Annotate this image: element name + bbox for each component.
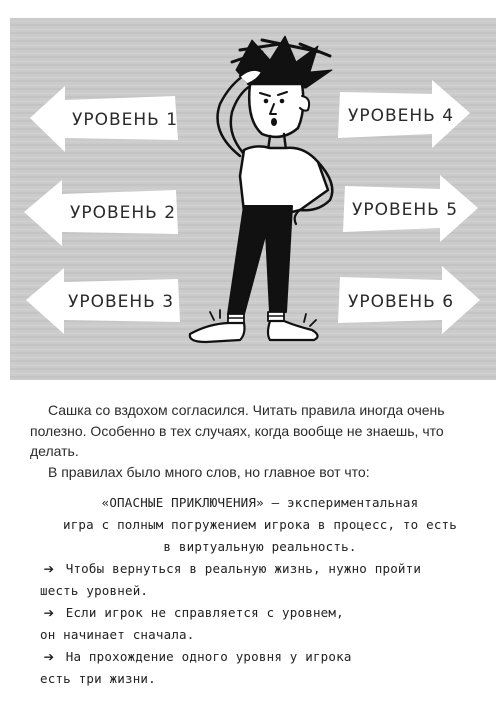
story-text (30, 400, 470, 482)
arrow-level-4-label: УРОВЕНЬ 4 (348, 106, 455, 126)
arrow-level-2-label: УРОВЕНЬ 2 (70, 203, 177, 223)
rule-item-1-line-2: шесть уровней. (40, 583, 149, 598)
rule-item-2 (40, 602, 480, 624)
arrow-level-5-label: УРОВЕНЬ 5 (352, 200, 459, 220)
arrow-bullet-icon: ➔ (43, 605, 55, 620)
arrow-level-1-label: УРОВЕНЬ 1 (72, 110, 179, 130)
arrow-bullet-icon: ➔ (43, 649, 55, 664)
rule-item-3-line-2: есть три жизни. (40, 671, 156, 686)
rules-intro-line-2: игра с полным погружением игрока в процесс, то есть (62, 517, 457, 532)
rule-item-2-line-2: он начинает сначала. (40, 627, 195, 642)
paragraph-1: Сашка со вздохом согласился. Читать правила иногда очень полезно. Особенно в тех случаях, когда вообще не знаешь, что делать. (30, 402, 445, 459)
paragraph-2: В правилах было много слов, но главное вот что: (48, 463, 370, 480)
rule-item-3 (40, 646, 480, 668)
rules-intro-line-1: «ОПАСНЫЕ ПРИКЛЮЧЕНИЯ» — экспериментальная (101, 495, 419, 510)
game-rules (40, 492, 480, 690)
rule-item-3-line-1: На прохождение одного уровня у игрока (65, 649, 352, 664)
rule-item-2-line-1: Если игрок не справляется с уровнем, (65, 605, 344, 620)
arrow-bullet-icon: ➔ (43, 561, 55, 576)
rule-item-1-line-1: Чтобы вернуться в реальную жизнь, нужно пройти (65, 561, 422, 576)
arrow-level-3-label: УРОВЕНЬ 3 (68, 292, 175, 312)
rules-intro-line-3: в виртуальную реальность. (163, 539, 357, 554)
arrow-level-6-label: УРОВЕНЬ 6 (348, 292, 455, 312)
rule-item-1 (40, 558, 480, 580)
